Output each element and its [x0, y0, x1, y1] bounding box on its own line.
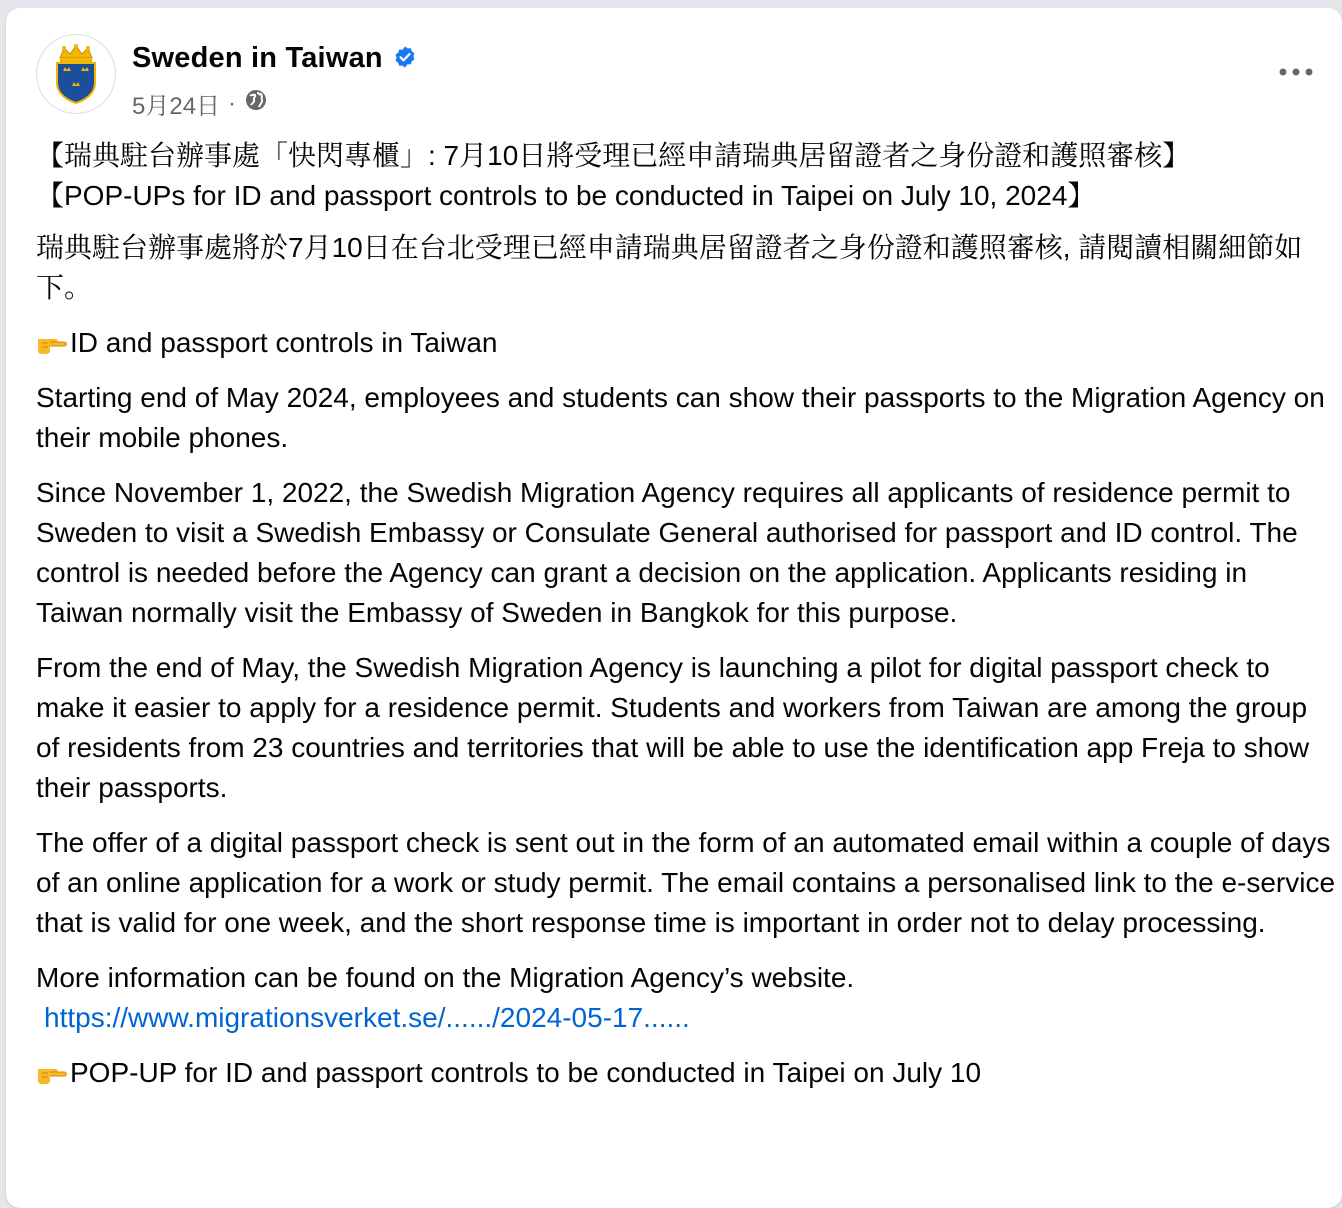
pointing-hand-emoji-icon [36, 1055, 68, 1087]
more-options-icon [1278, 67, 1314, 77]
paragraph-5 [36, 958, 1336, 1038]
post-intro-zh: 瑞典駐台辦事處將於7月10日在台北受理已經申請瑞典居留證者之身份證和護照審核, 請閱讀相關細節如下。 [36, 232, 1303, 303]
paragraph-1: Starting end of May 2024, employees and students can show their passports to the Migration Agency on their mobile phones. [36, 382, 1325, 453]
paragraph-4: The offer of a digital passport check is sent out in the form of an automated email within a couple of days of an online application for a work or study permit. The email contains a personalised link to the e-service that is valid for one week, and the short response time is important in order not to delay processing. [36, 827, 1336, 938]
meta-separator: · [228, 89, 237, 117]
post-body [36, 136, 1336, 1108]
paragraph-3: From the end of May, the Swedish Migration Agency is launching a pilot for digital passport check to make it easier to apply for a residence permit. Students and workers from Taiwan are among the group of residents from 23 countries and territories that will be able to use the identification app Freja to show their passports. [36, 652, 1310, 803]
more-options-button[interactable] [1268, 52, 1324, 92]
section-heading-2 [36, 1053, 1336, 1093]
paragraph-5-text: More information can be found on the Migration Agency’s website. [36, 962, 855, 993]
pointing-hand-emoji-icon [36, 325, 68, 357]
section-heading-1 [36, 323, 1336, 363]
migration-agency-link[interactable]: https://www.migrationsverket.se/....../2024-05-17...... [44, 1002, 690, 1033]
page-name[interactable] [132, 42, 417, 77]
page-avatar[interactable] [36, 34, 116, 114]
post-meta [132, 86, 268, 121]
paragraph-2: Since November 1, 2022, the Swedish Migration Agency requires all applicants of residence permit to Sweden to visit a Swedish Embassy or Consulate General authorised for passport and ID control. The control is needed before the Agency can grant a decision on the application. Applicants residing in Taiwan normally visit the Embassy of Sweden in Bangkok for this purpose. [36, 477, 1298, 628]
post-date[interactable]: 5月24日 [132, 93, 221, 120]
section-heading-1-text: ID and passport controls in Taiwan [70, 327, 498, 358]
verified-badge-icon [393, 44, 417, 77]
post-card [6, 8, 1342, 1208]
section-heading-2-text: POP-UP for ID and passport controls to be conducted in Taipei on July 10 [70, 1057, 982, 1088]
globe-icon[interactable] [244, 88, 268, 119]
post-title-zh: 【瑞典駐台辦事處「快閃專櫃」: 7月10日將受理已經申請瑞典居留證者之身份證和護照審核】 [36, 140, 1191, 171]
post-title-en: 【POP-UPs for ID and passport controls to be conducted in Taipei on July 10, 2024】 [36, 180, 1096, 211]
swedish-crest-icon [51, 43, 101, 105]
page-name-text[interactable]: Sweden in Taiwan [132, 42, 383, 74]
